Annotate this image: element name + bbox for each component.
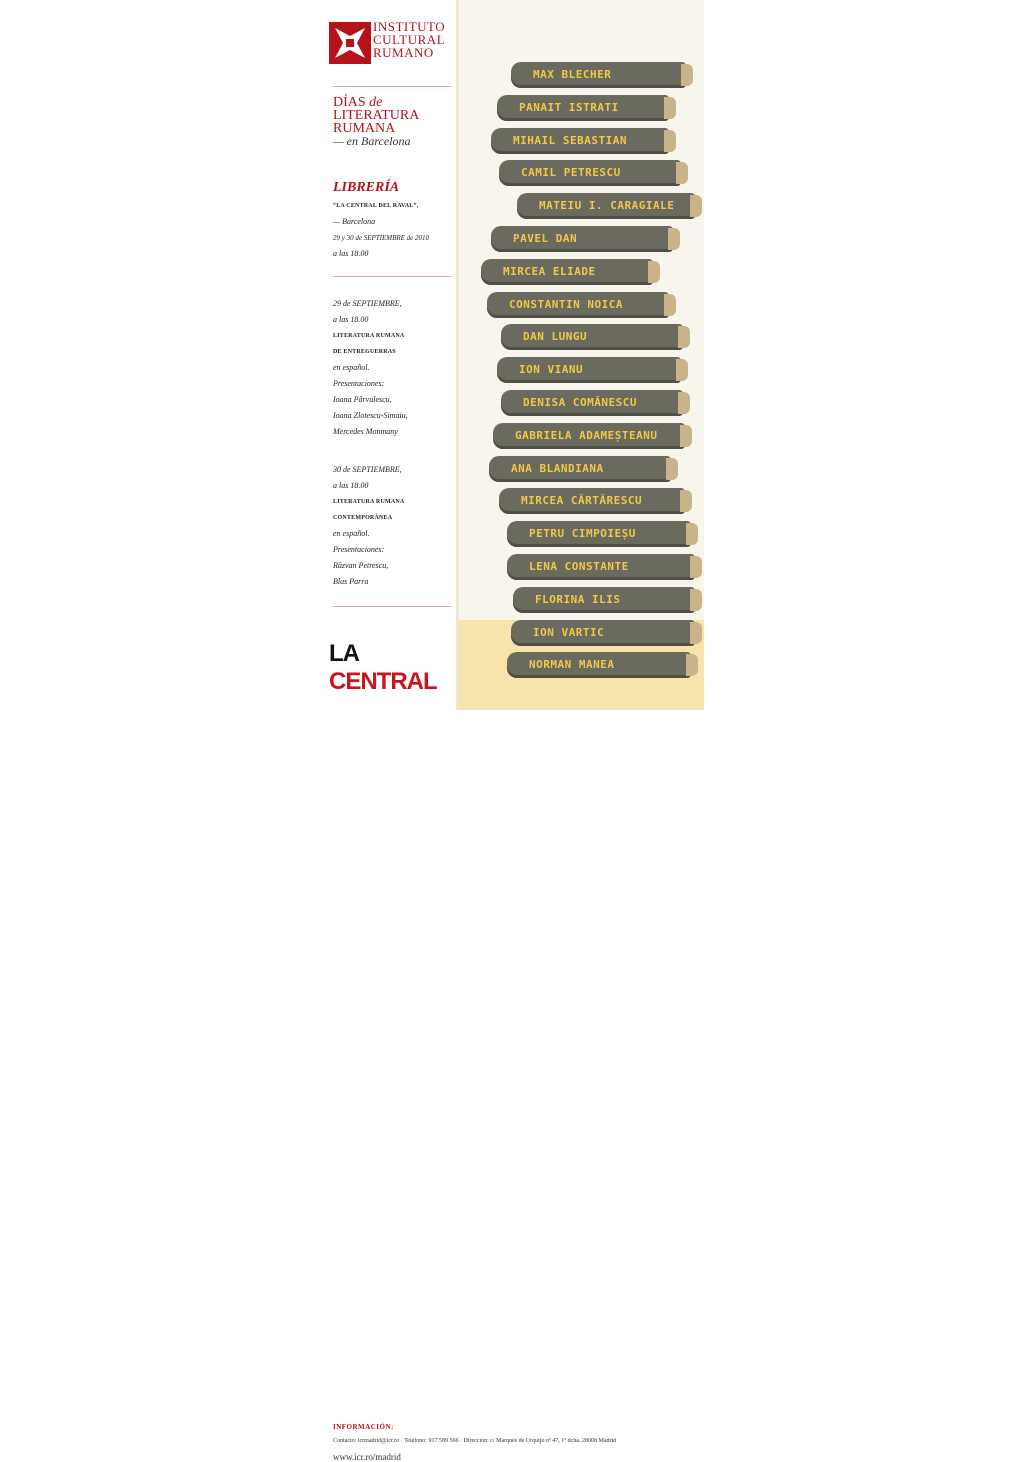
info-column [321, 0, 456, 710]
book-author-label: DENISA COMĂNESCU [523, 396, 637, 409]
book-page-edge [686, 654, 698, 676]
divider-rule [333, 606, 451, 607]
event-2-title-1: LITERATURA RUMANA [333, 499, 405, 505]
book-spine [511, 62, 686, 88]
libreria-time: a las 18.00 [333, 249, 369, 258]
info-title: INFORMACIÓN: [333, 1423, 394, 1431]
book-spine [481, 259, 653, 285]
book-spine [511, 620, 695, 646]
event-1-names-2: Ioana Zlotescu-Simaiu, [333, 411, 408, 420]
book-author-label: MIRCEA CĂRTĂRESCU [521, 494, 643, 508]
book-author-label: MATEIU I. CARAGIALE [539, 199, 675, 213]
book-author-label: LENA CONSTANTE [529, 560, 629, 573]
libreria-dates: 29 y 30 de SEPTIEMBRE de 2010 [333, 234, 430, 242]
event-1-time: a las 18.00 [333, 315, 369, 324]
book-spine [501, 390, 683, 416]
book-page-edge [676, 162, 688, 184]
event-2-lang: en español. [333, 529, 370, 538]
book-spine [501, 324, 683, 350]
title-literatura: LITERATURA [333, 108, 420, 123]
libreria-name: “LA CENTRAL DEL RAVAL”, [333, 203, 419, 209]
book-author-label: MIRCEA ELIADE [503, 264, 596, 278]
la-central-logo [329, 640, 456, 696]
book-spine [507, 652, 691, 678]
event-2-title-2: CONTEMPORÁNEA [333, 515, 393, 521]
book-spine [497, 357, 681, 383]
book-spine [491, 226, 673, 252]
org-line-3: RUMANO [373, 45, 434, 60]
book-spine [493, 423, 685, 449]
book-page-edge [664, 130, 676, 152]
book-author-label: GABRIELA ADAMEȘTEANU [515, 428, 658, 442]
event-2-date: 30 de SEPTIEMBRE, [333, 465, 402, 474]
book-spine [507, 554, 695, 580]
book-author-label: CAMIL PETRESCU [521, 166, 621, 180]
event-1-lang: en español. [333, 363, 370, 372]
icr-logo-icon [329, 22, 371, 64]
event-2-names-2: Blas Parra [333, 577, 369, 586]
book-author-label: ANA BLANDIANA [511, 461, 604, 475]
org-line-1: INSTITUTO [373, 19, 446, 34]
libreria-heading: LIBRERÍA [333, 180, 400, 195]
event-1-pres: Presentaciones: [333, 379, 385, 388]
book-author-label: MAX BLECHER [533, 68, 612, 81]
book-spine [499, 488, 685, 514]
event-2 [333, 462, 453, 590]
book-page-edge [690, 589, 702, 611]
event-1-title-2: DE ENTREGUERRAS [333, 349, 396, 355]
title-rumana: RUMANA [333, 121, 396, 136]
book-page-edge [676, 359, 688, 381]
title-de: de [369, 95, 383, 110]
org-name [373, 20, 445, 59]
book-spine [497, 95, 669, 121]
book-page-edge [681, 64, 693, 86]
book-author-label: PAVEL DAN [513, 232, 578, 245]
book-spine [517, 193, 695, 219]
title-barcelona: — en Barcelona [333, 134, 411, 148]
book-page-edge [664, 294, 676, 316]
website-link[interactable]: www.icr.ro/madrid [333, 1452, 401, 1462]
la-central-logo-central: CENTRAL [329, 668, 437, 695]
org-line-2: CULTURAL [373, 32, 446, 47]
event-1-names-3: Mercedes Monmany [333, 427, 398, 436]
book-page-edge [666, 458, 678, 480]
libreria-city: — Barcelona [333, 217, 376, 226]
book-author-label: PETRU CIMPOIEȘU [529, 527, 636, 541]
book-page-edge [690, 622, 702, 644]
book-page-edge [686, 523, 698, 545]
book-page-edge [678, 392, 690, 414]
divider-rule [333, 276, 451, 277]
divider-rule [333, 86, 451, 87]
poster [321, 0, 704, 1462]
event-1-names-1: Ioana Pârvulescu, [333, 395, 392, 404]
book-spine [513, 587, 695, 613]
event-1-date: 29 de SEPTIEMBRE, [333, 299, 402, 308]
event-1-title-1: LITERATURA RUMANA [333, 333, 405, 339]
footer [321, 710, 704, 1462]
event-2-pres: Presentaciones: [333, 545, 385, 554]
book-author-label: MIHAIL SEBASTIAN [513, 133, 627, 147]
book-author-label: PANAIT ISTRATI [519, 100, 619, 114]
book-spine [499, 160, 681, 186]
book-page-edge [690, 195, 702, 217]
book-author-label: DAN LUNGU [523, 330, 588, 344]
book-spine [487, 292, 669, 318]
book-spine [507, 521, 691, 547]
book-spine [491, 128, 669, 154]
contact-line: Contacto: icrmadrid@icr.ro · Teléfono: 917 589 566 · Dirección: c/ Marqués de Urquijo nº 47, 1º dcha. 28008 Madrid [333, 1438, 617, 1444]
book-spine [489, 456, 671, 482]
book-page-edge [690, 556, 702, 578]
event-title [333, 96, 419, 148]
title-dias: DÍAS [333, 95, 366, 110]
book-page-edge [664, 97, 676, 119]
book-page-edge [680, 490, 692, 512]
book-stack-panel [459, 0, 704, 710]
book-author-label: ION VIANU [519, 363, 584, 377]
book-page-edge [678, 326, 690, 348]
book-page-edge [648, 261, 660, 283]
la-central-logo-la: LA [329, 640, 359, 667]
book-author-label: FLORINA ILIS [535, 592, 621, 606]
book-page-edge [680, 425, 692, 447]
book-author-label: NORMAN MANEA [529, 658, 615, 672]
event-2-time: a las 18.00 [333, 481, 369, 490]
libreria-details [333, 198, 453, 262]
event-2-names-1: Răzvan Petrescu, [333, 561, 389, 570]
book-page-edge [668, 228, 680, 250]
event-1 [333, 296, 453, 440]
book-author-label: CONSTANTIN NOICA [509, 297, 623, 311]
book-author-label: ION VARTIC [533, 625, 605, 639]
